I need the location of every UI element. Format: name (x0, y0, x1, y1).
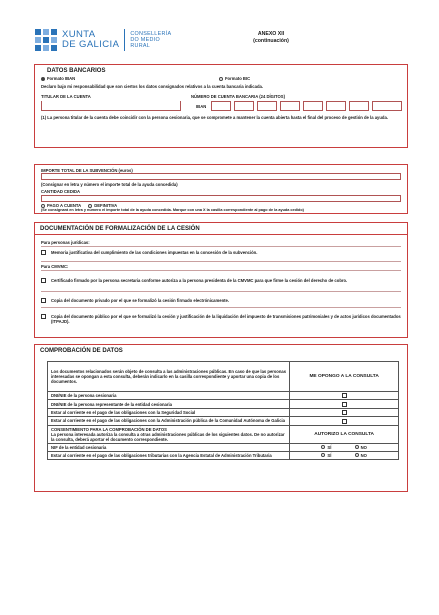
authorize-row-label: NIF de la entidad cesionaria (48, 443, 290, 451)
iban-format-radio[interactable] (41, 76, 75, 81)
table-row (48, 400, 399, 408)
oppose-row-label: DNI/NIE de la persona cesionaria (48, 392, 290, 400)
iban-block-7[interactable] (349, 101, 369, 111)
cmvmc-header: Para CMVMC: (41, 261, 401, 271)
oppose-row-label: Estar al corriente en el pago de las obligaciones con la Administración pública de la Comunidad Autónoma de Galicia (48, 417, 290, 425)
bank-section-title: DATOS BANCARIOS (47, 68, 106, 74)
yes-label: SÍ (327, 444, 332, 450)
cmvmc-item-row (41, 314, 401, 325)
table-row (48, 392, 399, 400)
bic-format-radio[interactable] (219, 76, 250, 81)
consent-title: CONSENTIMIENTO PARA LA COMPROBACIÓN DE DATOS (51, 426, 167, 432)
holder-input[interactable] (41, 101, 181, 111)
legal-persons-header: Para personas jurídicas: (41, 240, 401, 247)
oppose-checkbox[interactable] (342, 419, 347, 424)
divider (41, 291, 401, 292)
payment-account-label: PAGO A CUENTA (47, 203, 82, 208)
iban-block-3[interactable] (257, 101, 277, 111)
table-row (48, 443, 399, 451)
ceded-amount-hint: (Se consignará en letra y número el importe total de la ayuda concedida. Marque con una X la casilla correspondiente al pago de la ayuda cedido) (41, 208, 304, 212)
cmvmc-item-row (41, 298, 401, 303)
department-name (130, 31, 171, 50)
check-intro: Los documentos relacionados serán objeto de consulta a las administraciones públicas. En caso de que las personas interesadas se opongan a esta consulta, deberán indicarlo en la casilla correspondiente y aportar una copia de los documentos. (48, 362, 290, 392)
no-label: NO (360, 452, 367, 458)
radio-selected-icon (41, 77, 45, 81)
oppose-cell (290, 400, 399, 408)
logo-line-2: DE GALICIA (62, 39, 120, 50)
legal-item-row (41, 250, 401, 255)
bank-note: (1) La persona titular de la cuenta debe coincidir con la persona cesionaria, que se compromete a mantener la cuenta abierta hasta el final del proceso de gestión de la ayuda. (41, 115, 388, 120)
radio-empty-icon (355, 453, 359, 457)
radio-empty-icon (321, 453, 325, 457)
radio-empty-icon (219, 77, 223, 81)
total-amount-hint: (Consignar en letra y número el importe total de la ayuda concedida) (41, 182, 178, 187)
annex-heading (246, 31, 296, 45)
bank-inputs (41, 101, 401, 111)
authorize-no-radio[interactable] (355, 453, 367, 458)
iban-block-2[interactable] (234, 101, 254, 111)
no-label: NO (360, 444, 367, 450)
oppose-cell (290, 408, 399, 416)
authorize-cell (290, 451, 399, 459)
oppose-header: ME OPONGO A LA CONSULTA (290, 362, 399, 392)
cmvmc-item-3-label: Copia del documento público por el que se formalizó la cesión y justificación de la liquidación del impuesto de transmisiones patrimoniales y de actos jurídicos documentados (ITPAJD). (51, 314, 401, 325)
table-row (48, 451, 399, 459)
iban-format-label: Formato IBAN (47, 76, 76, 81)
radio-empty-icon (321, 445, 325, 449)
consent-cell (48, 425, 290, 443)
dept-line-1: CONSELLERÍA (130, 30, 172, 37)
cmvmc-item-2-label: Copia del documento privado por el que se formalizó la cesión firmado electrónicamente. (51, 298, 230, 303)
dept-line-3: RURAL (130, 43, 151, 50)
divider (41, 307, 401, 308)
table-row (48, 417, 399, 425)
cmvmc-item-row (41, 278, 401, 283)
bic-format-label: Formato BIC (225, 76, 251, 81)
total-amount-input[interactable] (41, 173, 401, 180)
authorize-no-radio[interactable] (355, 445, 367, 450)
iban-block-4[interactable] (280, 101, 300, 111)
payment-final-label: DEFINITIVA (94, 203, 118, 208)
iban-block-8[interactable] (372, 101, 402, 111)
consent-text: La persona interesada autoriza la consulta a otras administraciones públicas de los siguientes datos. De no autorizar la consulta, deberá aportar el documento correspondiente. (51, 431, 285, 442)
bank-declaration: Declaro bajo mi responsabilidad que son ciertos los datos consignados relativos a la cuenta bancaria indicada. (41, 84, 264, 89)
cmvmc-item-3-checkbox[interactable] (41, 314, 46, 319)
oppose-row-label: Estar al corriente en el pago de las obligaciones con la Seguridad Social (48, 408, 290, 416)
annex-subtitle: (continuación) (253, 38, 289, 44)
authorize-yes-radio[interactable] (321, 445, 331, 450)
ceded-amount-input[interactable] (41, 195, 401, 202)
radio-empty-icon (355, 445, 359, 449)
oppose-checkbox[interactable] (342, 393, 347, 398)
bank-field-labels (41, 94, 401, 99)
logo-divider (124, 29, 125, 51)
data-check-table (47, 361, 399, 460)
data-check-section (34, 344, 408, 492)
authorize-cell (290, 443, 399, 451)
cmvmc-item-2-checkbox[interactable] (41, 298, 46, 303)
logo-line-1: XUNTA (62, 29, 96, 40)
data-check-title: COMPROBACIÓN DE DATOS (40, 348, 123, 354)
table-row (48, 408, 399, 416)
iban-prefix-label: IBAN (196, 104, 207, 109)
annex-title: ANEXO XII (257, 31, 285, 37)
xunta-logo (34, 28, 171, 52)
documents-section (34, 222, 408, 338)
xunta-emblem-icon (34, 28, 58, 52)
amount-section (34, 164, 408, 214)
cmvmc-item-1-label: Certificado firmado por la persona secretaria conforme autoriza a la persona presidenta de la CMVMC para que firme la cesión del derecho de cobro. (51, 278, 348, 283)
format-options (41, 76, 401, 81)
bank-data-section (34, 64, 408, 148)
oppose-row-label: DNI/NIE de la persona representante de la entidad cesionaria (48, 400, 290, 408)
authorize-header: AUTORIZO LA CONSULTA (290, 425, 399, 443)
legal-item-label: Memoria justificativa del cumplimiento de las condiciones impuestas en la concesión de la subvención. (51, 250, 258, 255)
iban-block-6[interactable] (326, 101, 346, 111)
dept-line-2: DO MEDIO (130, 36, 160, 43)
documents-title: DOCUMENTACIÓN DE FORMALIZACIÓN DE LA CESIÓN (35, 223, 407, 235)
holder-label: TITULAR DE LA CUENTA (41, 94, 91, 99)
oppose-cell (290, 392, 399, 400)
legal-item-checkbox[interactable] (41, 250, 46, 255)
oppose-checkbox[interactable] (342, 402, 347, 407)
iban-block-1[interactable] (211, 101, 231, 111)
authorize-yes-radio[interactable] (321, 453, 331, 458)
table-row (48, 362, 399, 392)
oppose-checkbox[interactable] (342, 410, 347, 415)
account-label: NÚMERO DE CUENTA BANCARIA (24 DÍGITOS) (191, 94, 285, 99)
table-row (48, 425, 399, 443)
ceded-amount-label: CANTIDAD CEDIDA (41, 189, 81, 194)
page-header (34, 28, 414, 58)
oppose-cell (290, 417, 399, 425)
yes-label: SÍ (327, 452, 332, 458)
logo-wordmark (62, 30, 119, 50)
iban-block-5[interactable] (303, 101, 323, 111)
total-amount-label: IMPORTE TOTAL DE LA SUBVENCIÓN (euros) (41, 168, 133, 173)
authorize-row-label: Estar al corriente en el pago de las obligaciones tributarias con la Agencia Estatal de Administración Tributaria (48, 451, 290, 459)
cmvmc-item-1-checkbox[interactable] (41, 278, 46, 283)
